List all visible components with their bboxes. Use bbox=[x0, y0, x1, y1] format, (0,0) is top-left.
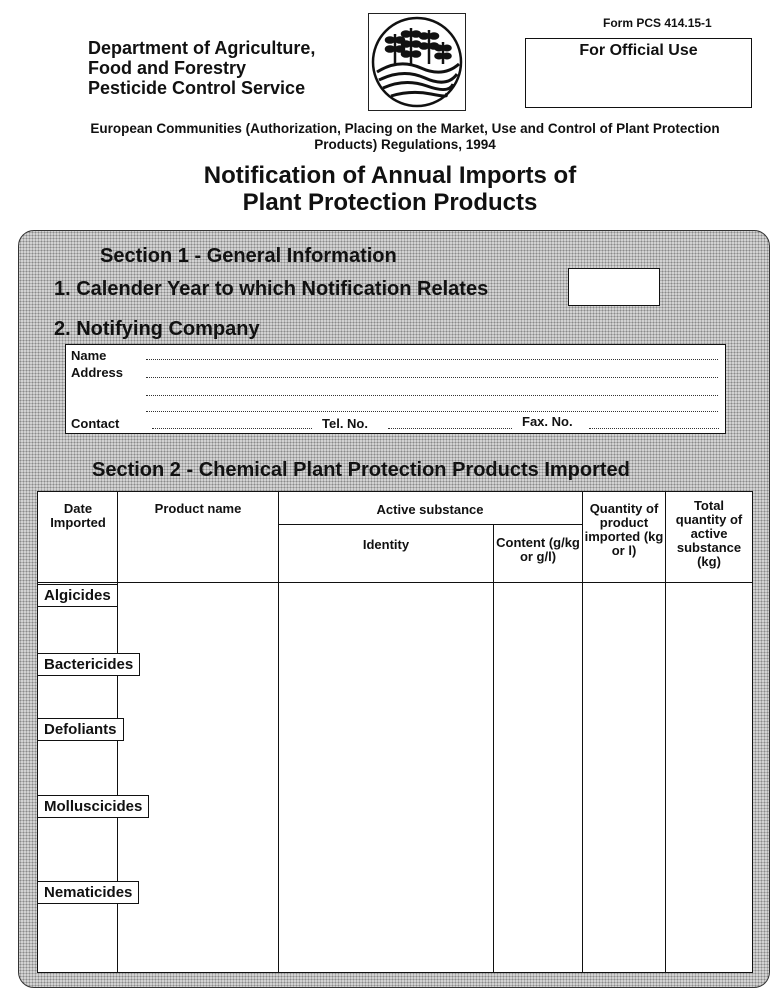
column-divider bbox=[493, 524, 494, 972]
form-number: Form PCS 414.15-1 bbox=[603, 16, 712, 30]
notifying-company-question: 2. Notifying Company bbox=[54, 318, 260, 340]
content-header: Content (g/kg or g/l) bbox=[496, 535, 580, 564]
title-line-2: Plant Protection Products bbox=[242, 189, 538, 216]
plants-logo-icon bbox=[369, 14, 465, 110]
address-field-line-2[interactable] bbox=[146, 395, 718, 396]
identity-header: Identity bbox=[362, 537, 410, 552]
product-name-header: Product name bbox=[154, 501, 242, 516]
date-imported-header: Date Imported bbox=[50, 501, 106, 530]
tel-label: Tel. No. bbox=[322, 416, 368, 431]
category-algicides: Algicides bbox=[37, 584, 118, 607]
category-molluscicides: Molluscicides bbox=[37, 795, 149, 818]
address-field-line-1[interactable] bbox=[146, 377, 718, 378]
imports-table bbox=[37, 491, 753, 973]
tel-field[interactable] bbox=[388, 428, 512, 429]
title-line-1: Notification of Annual Imports of bbox=[203, 162, 577, 189]
section-2-heading: Section 2 - Chemical Plant Protection Products Imported bbox=[92, 459, 630, 481]
contact-label: Contact bbox=[71, 416, 120, 431]
category-bactericides: Bactericides bbox=[37, 653, 140, 676]
fax-label: Fax. No. bbox=[522, 414, 573, 429]
contact-field[interactable] bbox=[152, 428, 312, 429]
form-title bbox=[120, 162, 660, 216]
notifying-company-box bbox=[65, 344, 726, 434]
column-divider bbox=[582, 492, 583, 972]
active-substance-header: Active substance bbox=[376, 502, 484, 517]
department-line-1: Department of Agriculture, bbox=[88, 38, 316, 58]
header-divider bbox=[38, 582, 752, 583]
name-field[interactable] bbox=[146, 359, 718, 360]
section-1-heading: Section 1 - General Information bbox=[100, 245, 397, 267]
fax-field[interactable] bbox=[589, 428, 719, 429]
quantity-header: Quantity of product imported (kg or l) bbox=[584, 501, 664, 558]
name-label: Name bbox=[71, 348, 107, 363]
total-quantity-header: Total quantity of active substance (kg) bbox=[675, 498, 743, 569]
category-defoliants: Defoliants bbox=[37, 718, 124, 741]
official-use-box bbox=[525, 38, 752, 108]
department-line-3: Pesticide Control Service bbox=[88, 78, 306, 98]
category-nematicides: Nematicides bbox=[37, 881, 139, 904]
column-divider bbox=[665, 492, 666, 972]
regulations-text: European Communities (Authorization, Placing on the Market, Use and Control of Plant Protection Products) Regulations, 1994 bbox=[90, 121, 720, 152]
column-divider bbox=[278, 492, 279, 972]
department-name bbox=[88, 38, 315, 98]
department-logo bbox=[368, 13, 466, 111]
calendar-year-question: 1. Calender Year to which Notification Relates bbox=[54, 278, 489, 300]
department-line-2: Food and Forestry bbox=[88, 58, 247, 78]
address-label: Address bbox=[71, 365, 124, 380]
calendar-year-input[interactable] bbox=[568, 268, 660, 306]
address-field-line-3[interactable] bbox=[146, 411, 718, 412]
official-use-label: For Official Use bbox=[579, 42, 698, 59]
subheader-divider bbox=[278, 524, 582, 525]
